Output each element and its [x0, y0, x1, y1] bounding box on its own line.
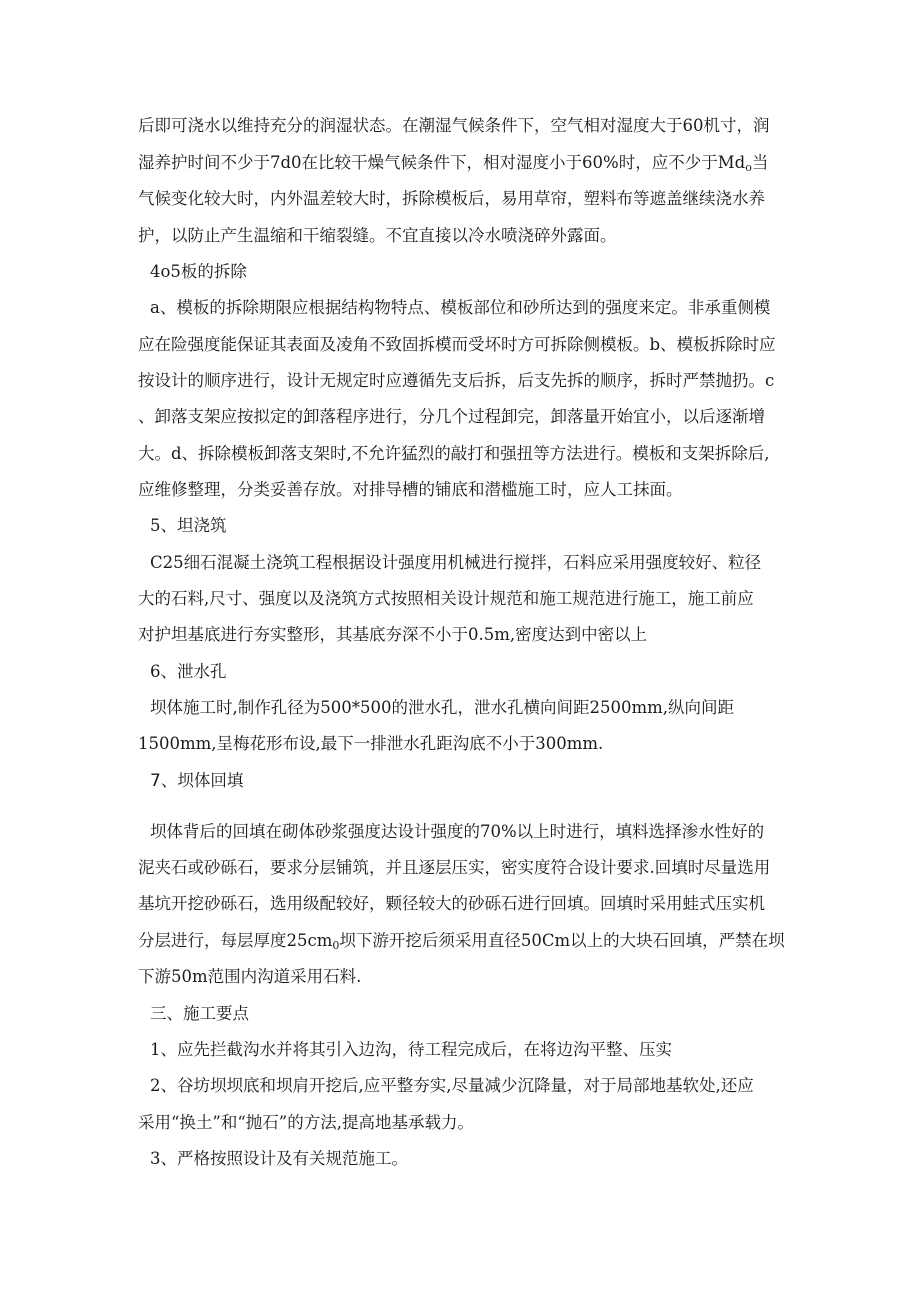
section-heading: 6、泄水孔 — [150, 662, 227, 681]
text-span: 坝下游开挖后须采用直径50Cm以上的大块石回填，严禁在坝 — [339, 931, 785, 950]
paragraph-line: 泥夹石或砂砾石，要求分层铺筑，并且逐层压实，密实度符合设计要求.回填时尽量选用 — [138, 858, 771, 877]
section-heading: 5、坦浇筑 — [150, 516, 227, 535]
paragraph-line: C25细石混凝土浇筑工程根据设计强度用机械进行搅拌，石料应采用强度较好、粒径 — [150, 553, 762, 572]
list-item: 1、应先拦截沟水并将其引入边沟，待工程完成后，在将边沟平整、压实 — [150, 1040, 672, 1059]
paragraph-line: 后即可浇水以维持充分的润湿状态。在潮湿气候条件下，空气相对湿度大于60机寸，润 — [138, 116, 770, 135]
subscript: o — [745, 161, 752, 174]
paragraph-line: 应在险强度能保证其表面及凌角不致固拆模而受坏时方可拆除侧模板。b、模板拆除时应 — [138, 335, 776, 354]
paragraph-line: 大的石料,尺寸、强度以及浇筑方式按照相关设计规范和施工规范进行施工，施工前应 — [138, 589, 754, 608]
paragraph-line: 坝体背后的回填在砌体砂浆强度达设计强度的70%以上时进行，填料选择渗水性好的 — [150, 822, 765, 841]
section-heading — [150, 770, 243, 792]
text-span: 当 — [751, 153, 769, 172]
paragraph-line: 坝体施工时,制作孔径为500*500的泄水孔，泄水孔横向间距2500mm,纵向间距 — [150, 698, 735, 717]
paragraph-line: 、卸落支架应按拟定的卸落程序进行，分几个过程卸完，卸落量开始宜小，以后逐渐增 — [138, 407, 765, 426]
list-item-continuation: 采用“换土”和“抛石”的方法,提高地基承载力。 — [138, 1113, 474, 1132]
paragraph-line: 护，以防止产生温缩和干缩裂缝。不宜直接以冷水喷浇碎外露面。 — [138, 226, 617, 245]
paragraph-line — [138, 930, 785, 957]
list-item: 3、严格按照设计及有关规范施工。 — [150, 1149, 408, 1168]
paragraph-line: 应维修整理，分类妥善存放。对排导槽的铺底和潜槛施工时，应人工抹面。 — [138, 480, 683, 499]
text-span: 分层进行，每层厚度25cm — [138, 931, 333, 950]
paragraph-line — [138, 152, 768, 179]
paragraph-line: 气候变化较大时，内外温差较大时，拆除模板后，易用草帘，塑料布等遮盖继续浇水养 — [138, 189, 765, 208]
text-span: 湿养护时间不少于7d0在比较干燥气候条件下，相对湿度小于60%时，应不少于Md — [138, 153, 746, 172]
section-heading: 三、施工要点 — [150, 1004, 249, 1023]
section-heading: 4o5板的拆除 — [150, 262, 247, 281]
list-item: 2、谷坊坝坝底和坝肩开挖后,应平整夯实,尽量减少沉降量，对于局部地基软处,还应 — [150, 1076, 754, 1095]
paragraph-line: 对护坦基底进行夯实整形，其基底夯深不小于0.5m,密度达到中密以上 — [138, 625, 648, 644]
paragraph-line: 下游50m范围内沟道采用石料. — [138, 967, 362, 986]
subscript: 0 — [332, 939, 340, 952]
paragraph-line: a、模板的拆除期限应根据结构物特点、模板部位和砂所达到的强度来定。非承重侧模 — [150, 298, 771, 317]
paragraph-line: 1500mm,呈梅花形布设,最下一排泄水孔距沟底不小于300mm. — [138, 734, 604, 753]
heading-text: 、坝体回填 — [160, 771, 244, 790]
paragraph-line: 按设计的顺序进行，设计无规定时应遵循先支后拆，后支先拆的顺序，拆时严禁抛扔。c — [138, 371, 775, 390]
paragraph-line: 基坑开挖砂砾石，选用级配较好，颗径较大的砂砾石进行回填。回填时采用蛙式压实机 — [138, 894, 765, 913]
paragraph-line: 大。d、拆除模板卸落支架时,不允许猛烈的敲打和强扭等方法进行。模板和支架拆除后, — [138, 444, 770, 463]
heading-number: 7 — [150, 771, 161, 791]
